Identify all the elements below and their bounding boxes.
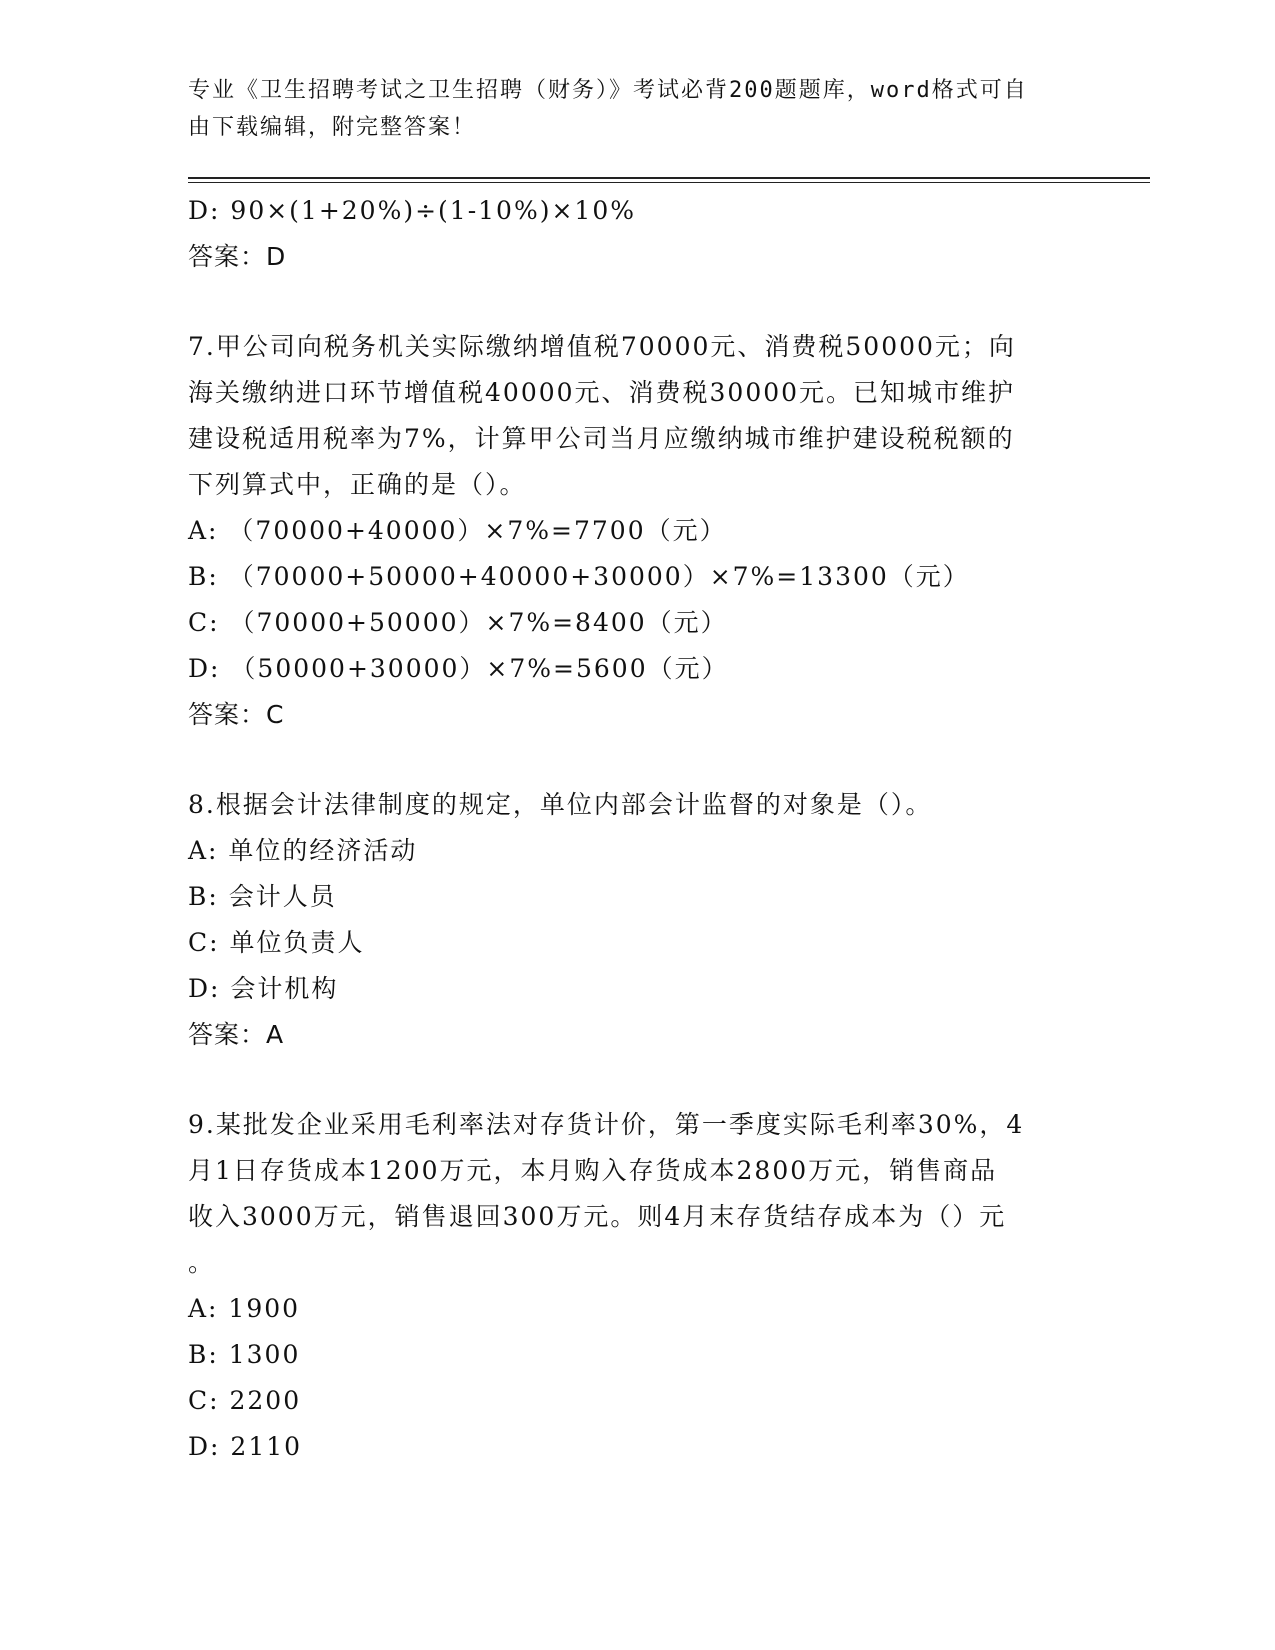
question-text-line: 8.根据会计法律制度的规定，单位内部会计监督的对象是（）。 [188,790,933,819]
option-d: D: （50000+30000）×7%=5600（元） [188,654,729,683]
option-a: A: 单位的经济活动 [188,836,418,865]
option-d: D: 90×(1+20%)÷(1-10%)×10% [188,196,636,225]
question-text-line: 7.甲公司向税务机关实际缴纳增值税70000元、消费税50000元；向 [188,332,1016,361]
header-line: 由下载编辑，附完整答案！ [188,115,477,140]
header-rule [188,177,1150,179]
question-text-line: 下列算式中，正确的是（）。 [188,470,527,499]
option-c: C: 单位负责人 [188,928,365,957]
question-text-line: 海关缴纳进口环节增值税40000元、消费税30000元。已知城市维护 [188,378,1016,407]
header-rule-thin [188,182,1150,183]
answer-line: 答案：C [188,700,285,729]
option-d: D: 2110 [188,1432,303,1461]
question-text-line: 9.某批发企业采用毛利率法对存货计价，第一季度实际毛利率30%，4 [188,1110,1025,1139]
option-c: C: 2200 [188,1386,302,1415]
option-c: C: （70000+50000）×7%=8400（元） [188,608,728,637]
option-d: D: 会计机构 [188,974,339,1003]
option-b: B: 会计人员 [188,882,337,911]
option-a: A: 1900 [188,1294,301,1323]
question-text-line: 收入3000万元，销售退回300万元。则4月末存货结存成本为（）元 [188,1202,1007,1231]
header-line: 专业《卫生招聘考试之卫生招聘（财务）》考试必背200题题库，word格式可自 [188,78,1028,103]
answer-line: 答案：D [188,242,287,271]
question-text-line: 月1日存货成本1200万元，本月购入存货成本2800万元，销售商品 [188,1156,998,1185]
question-text-line: 建设税适用税率为7%，计算甲公司当月应缴纳城市维护建设税税额的 [188,424,1015,453]
question-9 [188,1102,1068,1470]
answer-line: 答案：A [188,1020,285,1049]
question-list [188,188,1068,1470]
question-7 [188,324,1068,738]
question-8 [188,782,1068,1058]
question-text-line: 。 [188,1248,216,1277]
option-b: B: 1300 [188,1340,301,1369]
document-header [188,72,1068,146]
option-a: A: （70000+40000）×7%=7700（元） [188,516,727,545]
option-b: B: （70000+50000+40000+30000）×7%=13300（元） [188,562,970,591]
